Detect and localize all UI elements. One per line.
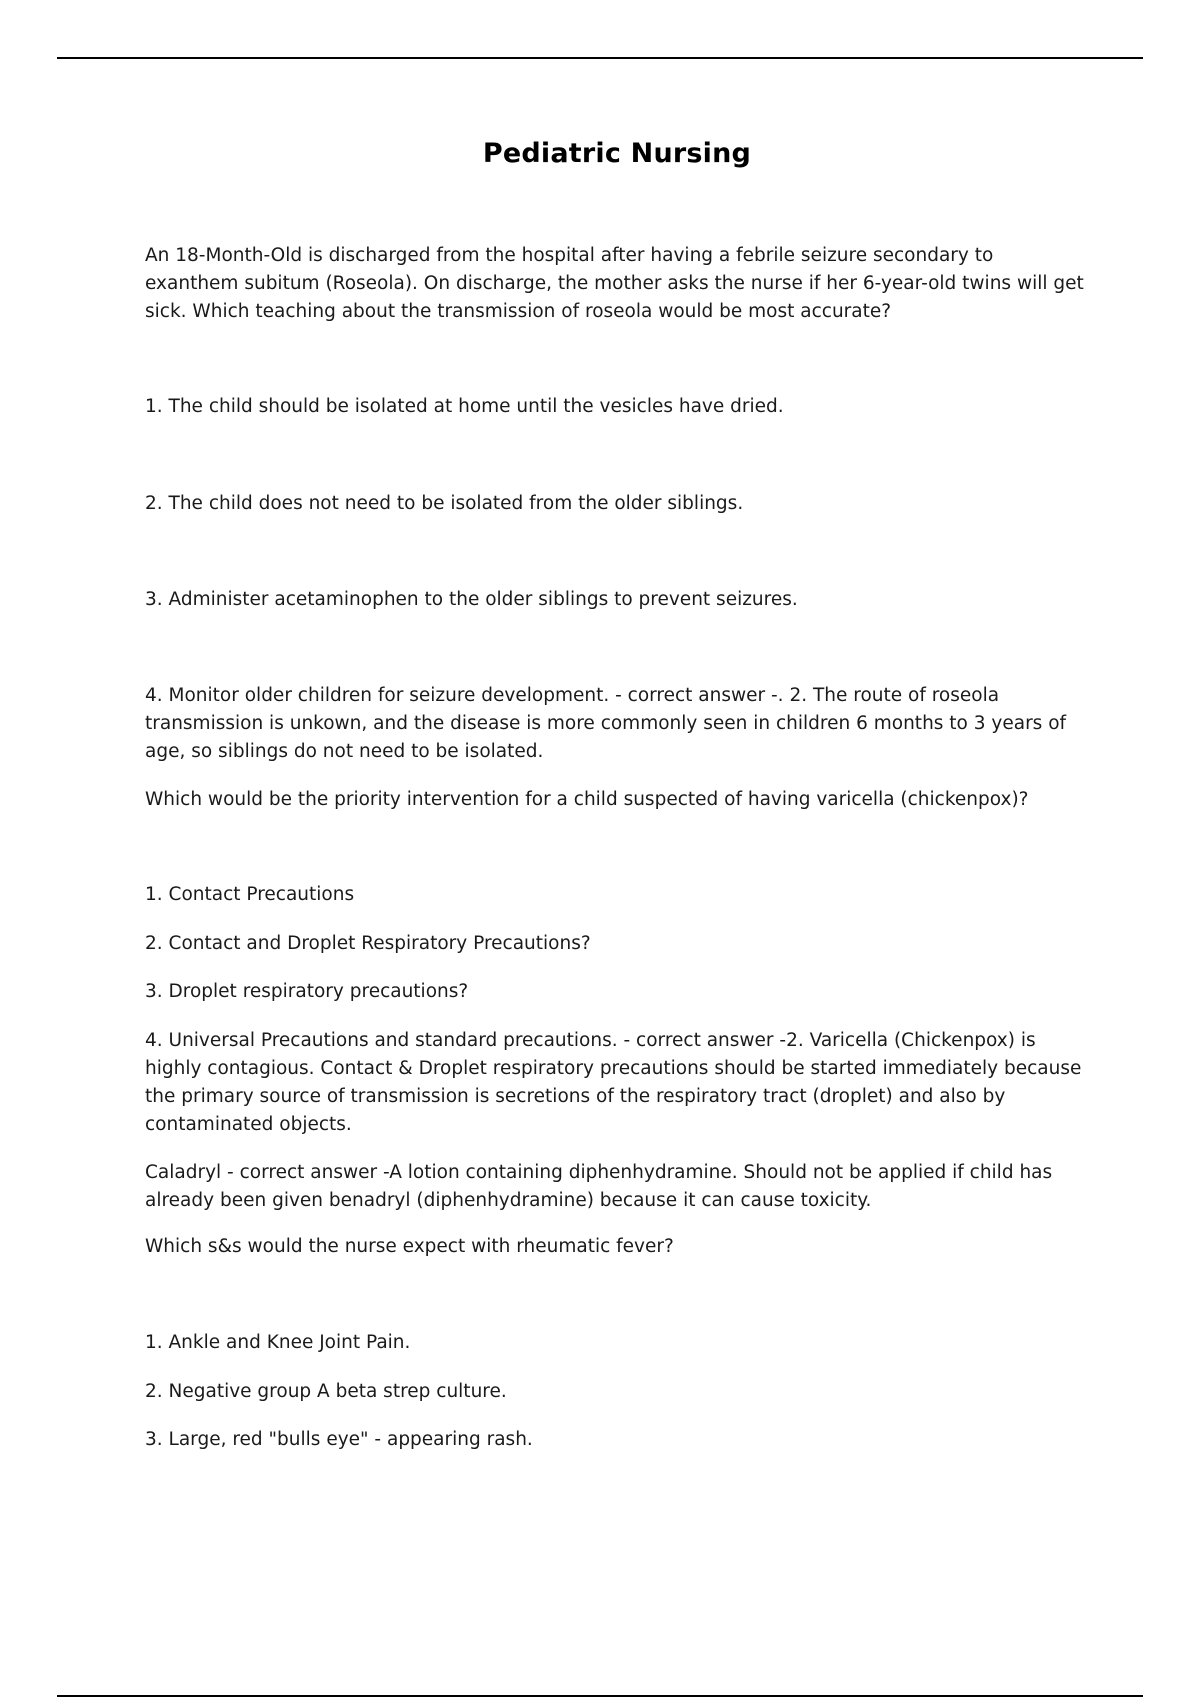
- question-roseola: An 18-Month-Old is discharged from the hospital after having a febrile seizure secondary to exanthem subitum (Roseola). On discharge, the mother asks the nurse if her 6-year-old twins will get sick. Which teaching about the transmission of roseola would be most accurate?: [145, 245, 1084, 322]
- rheumatic-option-2: 2. Negative group A beta strep culture.: [145, 1381, 507, 1402]
- varicella-option-3: 3. Droplet respiratory precautions?: [145, 981, 469, 1002]
- caladryl-entry: Caladryl - correct answer -A lotion containing diphenhydramine. Should not be applied if child has already been given benadryl (diphenhydramine) because it can cause toxicity.: [145, 1162, 1053, 1211]
- rheumatic-option-3: 3. Large, red "bulls eye" - appearing rash.: [145, 1429, 533, 1450]
- question-rheumatic-fever: Which s&s would the nurse expect with rheumatic fever?: [145, 1236, 674, 1257]
- rheumatic-option-1: 1. Ankle and Knee Joint Pain.: [145, 1332, 411, 1353]
- roseola-option-2: 2. The child does not need to be isolated from the older siblings.: [145, 493, 744, 514]
- roseola-option-4-answer: 4. Monitor older children for seizure development. - correct answer -. 2. The route of roseola transmission is unkown, and the disease is more commonly seen in children 6 months to 3 years of age, so siblings do not need to be isolated.: [145, 685, 1067, 762]
- bottom-rule: [57, 1695, 1143, 1697]
- varicella-option-4-answer: 4. Universal Precautions and standard precautions. - correct answer -2. Varicella (Chickenpox) is highly contagious. Contact & Droplet respiratory precautions should be started immediately because the primary source of transmission is secretions of the respiratory tract (droplet) and also by contaminated objects.: [145, 1030, 1082, 1135]
- page-title: Pediatric Nursing: [482, 138, 752, 169]
- varicella-option-2: 2. Contact and Droplet Respiratory Precautions?: [145, 933, 591, 954]
- top-rule: [57, 57, 1143, 59]
- roseola-option-1: 1. The child should be isolated at home until the vesicles have dried.: [145, 396, 784, 417]
- varicella-option-1: 1. Contact Precautions: [145, 884, 355, 905]
- question-varicella: Which would be the priority intervention for a child suspected of having varicella (chickenpox)?: [145, 789, 1029, 810]
- roseola-option-3: 3. Administer acetaminophen to the older siblings to prevent seizures.: [145, 589, 798, 610]
